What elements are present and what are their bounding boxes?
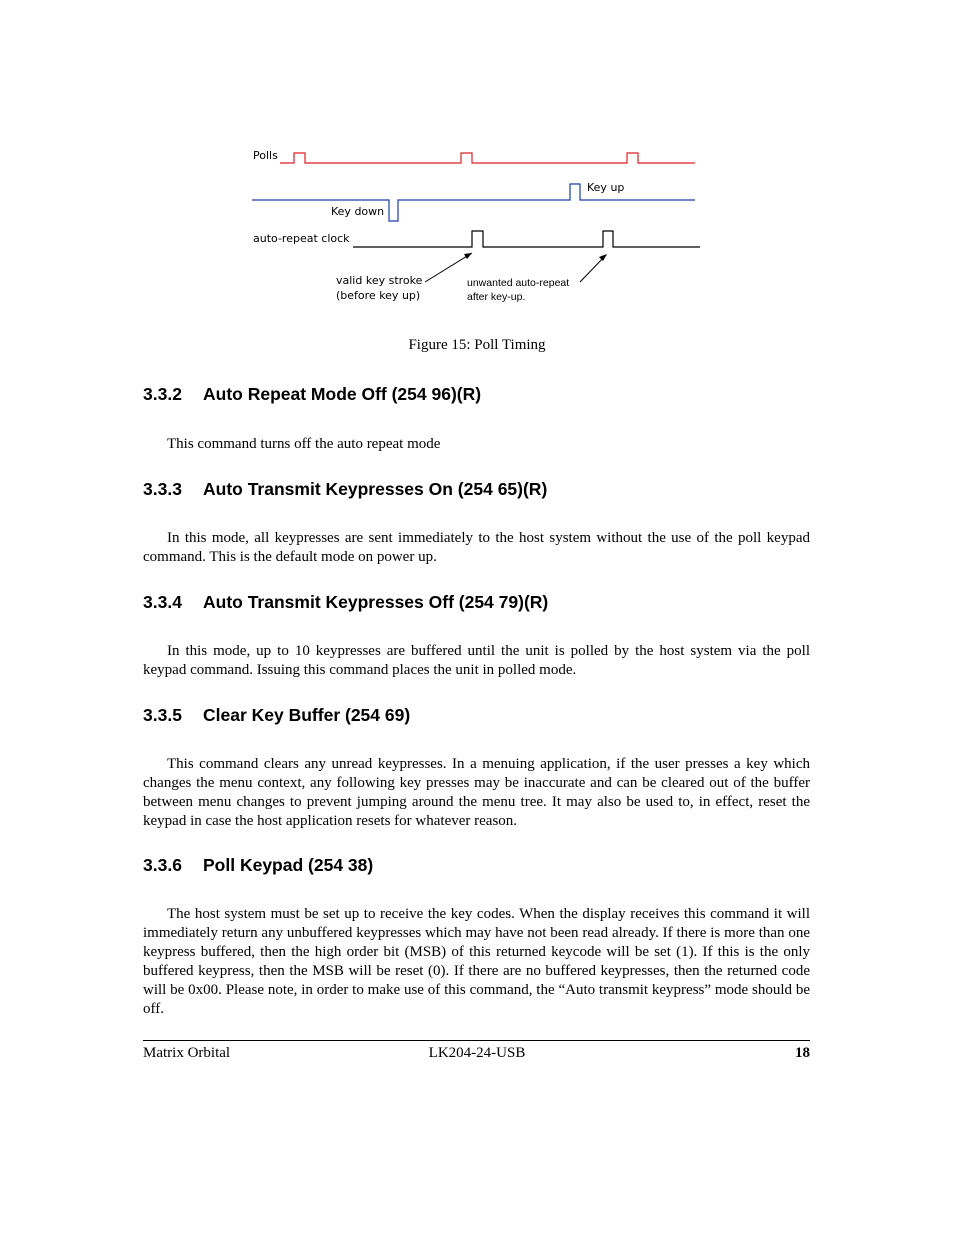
section-title: Clear Key Buffer (254 69)	[203, 705, 411, 725]
valid-stroke-note-line2: (before key up)	[336, 289, 421, 302]
valid-stroke-note-line1: valid key stroke	[336, 274, 423, 287]
section-heading-3-3-2	[143, 384, 481, 405]
footer-product: LK204-24-USB	[428, 1045, 526, 1061]
section-title: Auto Repeat Mode Off (254 96)(R)	[203, 384, 482, 404]
section-number: 3.3.3	[143, 479, 182, 499]
section-body-3-3-2: This command turns off the auto repeat mode	[167, 436, 441, 452]
footer-rule	[143, 1040, 810, 1041]
section-body-3-3-6: The host system must be set up to receive the key codes. When the display receives this command it will immediately return any unbuffered keypresses which may have not been read already. If there is more than one keypress buffered, then the high order bit (MSB) of this returned keycode will be set (1). If this is the only buffered keypress, then the MSB will be reset (0). If there are no buffered keypresses, then the returned code will be 0x00. Please note, in order to make use of this command, the “Auto transmit keypress” mode should be off.	[143, 906, 810, 1017]
footer-page-number: 18	[795, 1045, 810, 1061]
valid-stroke-arrow	[425, 253, 472, 282]
key-waveform	[252, 184, 695, 221]
unwanted-repeat-note-line2: after key-up.	[467, 291, 526, 303]
unwanted-repeat-note-line1: unwanted auto-repeat	[467, 277, 570, 289]
section-heading-3-3-3	[143, 479, 547, 500]
section-number: 3.3.6	[143, 855, 182, 875]
section-title: Poll Keypad (254 38)	[203, 855, 374, 875]
section-body-3-3-5: This command clears any unread keypresses. In a menuing application, if the user presses a key which changes the menu context, any following key presses may be inaccurate and can be cleared out of the buffer between menu changes to prevent jumping around the menu tree. It may also be used to, in effect, reset the keypad in case the host application resets for whatever reason.	[143, 756, 810, 829]
section-number: 3.3.2	[143, 384, 182, 404]
section-title: Auto Transmit Keypresses Off (254 79)(R)	[203, 592, 549, 612]
footer-company: Matrix Orbital	[143, 1045, 231, 1061]
section-heading-3-3-6	[143, 855, 373, 876]
polls-label: Polls	[253, 149, 278, 162]
valid-stroke-arrowhead-icon	[464, 253, 472, 259]
poll-timing-diagram	[240, 138, 710, 310]
polls-waveform	[280, 153, 695, 163]
figure-caption: Figure 15: Poll Timing	[408, 337, 546, 353]
section-number: 3.3.5	[143, 705, 182, 725]
section-body-3-3-3: In this mode, all keypresses are sent immediately to the host system without the use of the poll keypad command. This is the default mode on power up.	[143, 530, 810, 565]
auto-repeat-clock-waveform	[353, 231, 700, 247]
section-heading-3-3-5	[143, 705, 410, 726]
key-down-label: Key down	[331, 205, 385, 218]
section-title: Auto Transmit Keypresses On (254 65)(R)	[203, 479, 548, 499]
section-number: 3.3.4	[143, 592, 182, 612]
section-body-3-3-4: In this mode, up to 10 keypresses are buffered until the unit is polled by the host system via the poll keypad command. Issuing this command places the unit in polled mode.	[143, 643, 810, 678]
auto-repeat-clock-label: auto-repeat clock	[253, 232, 350, 245]
section-heading-3-3-4	[143, 592, 548, 613]
key-up-label: Key up	[587, 181, 625, 194]
unwanted-repeat-arrowhead-icon	[599, 254, 607, 261]
